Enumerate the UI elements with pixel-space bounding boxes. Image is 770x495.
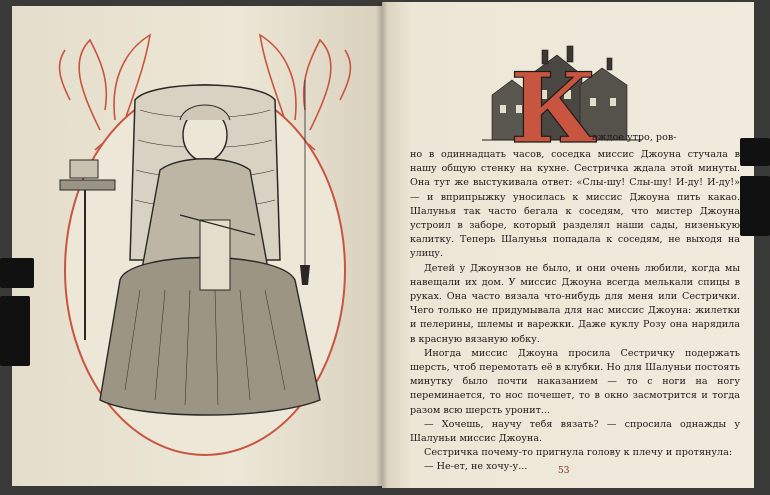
binder-clip-left [0,296,30,366]
binder-clip-right [740,176,770,236]
paragraph: но в одиннадцать часов, соседка миссис Джоуна стучала в нашу общую стенку на кухне. Сестричка ждала этой минуты. Она тут же выстукивала ответ: «Слы-шу! Слы-шу! И-ду! И-ду!» — и вприпрыжку уносилась к миссис Джоуна пить какао. Шалунья так часто бегала к соседям, что мистер Джоуна устроил в заборе, который разделял наши сады, низенькую калитку. Теперь Шалунья попадала к соседям, не выходя на улицу. [410,149,740,260]
paragraph: — Хочешь, научу тебя вязать? — спросила однажды у Шалуньи миссис Джоуна. [410,418,740,445]
paragraph: Сестричка почему-то пригнула голову к плечу и протянула: [424,447,733,459]
book-gutter [376,2,388,488]
paragraph: Детей у Джоунзов не было, и они очень любили, когда мы навещали их дом. У миссис Джоуна всегда мелькали спицы в руках. Она часто вязала что-нибудь для меня или Сестрички. Чего только не придумывала для нас миссис Джоуна: жилетки и пелерины, шлемы и варежки. Даже куклу Розу она нарядила в красную вязаную юбку. [410,262,740,345]
binder-clip-right [740,138,770,166]
story-text [410,134,740,475]
illustration-woman-knitting [40,20,370,470]
paragraph: — Не-ет, не хочу-у... [424,461,528,473]
page-number: 53 [558,466,570,476]
binder-clip-left [0,258,34,288]
first-line-continuation: аждое утро, ров- [592,132,677,143]
drop-cap-letter: К [510,52,598,150]
paragraph: Иногда миссис Джоуна просила Сестричку подержать шерсть, чтоб перемотать её в клубки. Но для Шалуньи постоять минутку было почти наказанием — то с ноги на ногу переминается, то нос почешет, то в окно засмотрится и тогда разом всю шерсть уронит... [410,347,740,416]
